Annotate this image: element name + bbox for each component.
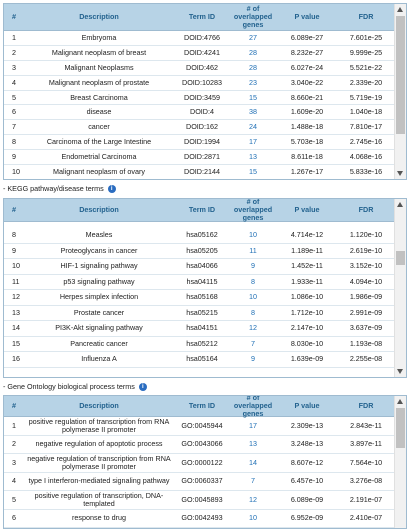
- row-pvalue: 1.609e-20: [290, 108, 324, 117]
- row-fdr: 7.564e-10: [349, 458, 383, 467]
- row-description: negative regulation of apoptotic process: [35, 440, 163, 449]
- row-pvalue: 1.267e-17: [290, 167, 324, 176]
- go-table-rows: [4, 417, 394, 528]
- row-fdr: 7.601e-25: [349, 33, 383, 42]
- row-description: Malignant neoplasm of ovary: [53, 167, 145, 176]
- row-overlapped-genes-link[interactable]: 15: [249, 167, 257, 176]
- table-row: [4, 417, 394, 436]
- row-term-id: DOID:2871: [184, 153, 220, 162]
- row-description: Endometrial Carcinoma: [61, 153, 137, 162]
- row-description: Breast Carcinoma: [70, 93, 128, 102]
- row-description: positive regulation of transcription from RNA polymerase II promoter: [28, 417, 170, 434]
- table-row: [4, 454, 394, 473]
- row-term-id: GO:0043066: [181, 440, 223, 449]
- row-term-id: DOID:162: [186, 123, 218, 132]
- row-pvalue: 6.089e-09: [290, 495, 324, 504]
- row-overlapped-genes-link[interactable]: 23: [249, 78, 257, 87]
- row-overlapped-genes-link[interactable]: 11: [249, 246, 257, 255]
- row-description: Measles: [85, 231, 113, 240]
- row-overlapped-genes-link[interactable]: 8: [251, 277, 255, 286]
- scroll-up-icon[interactable]: [397, 202, 403, 207]
- kegg-section-title: [3, 184, 116, 193]
- col-termid-header: Term ID: [188, 12, 216, 21]
- disease-table-rows: [4, 31, 394, 179]
- row-overlapped-genes-link[interactable]: 28: [249, 48, 257, 57]
- row-number: 10: [12, 262, 20, 271]
- col-fdr-header: FDR: [358, 205, 374, 214]
- col-overlapped-header: # of overlapped genes: [233, 395, 273, 418]
- row-term-id: GO:0000122: [181, 458, 223, 467]
- row-fdr: 2.843e-11: [350, 421, 382, 430]
- scroll-up-icon[interactable]: [397, 399, 403, 404]
- row-fdr: 4.068e-16: [349, 153, 383, 162]
- row-number: 3: [12, 458, 16, 467]
- row-pvalue: 8.030e-10: [290, 339, 324, 348]
- row-description: HIF-1 signaling pathway: [60, 262, 138, 271]
- col-overlapped-header: # of overlapped genes: [233, 198, 273, 222]
- row-fdr: 4.094e-10: [349, 277, 383, 286]
- table-header: [4, 396, 394, 417]
- col-fdr-header: FDR: [358, 12, 374, 21]
- col-description-header: Description: [79, 205, 119, 214]
- row-pvalue: 5.703e-18: [290, 138, 324, 147]
- row-overlapped-genes-link[interactable]: 7: [251, 477, 255, 486]
- row-fdr: 5.833e-16: [349, 167, 383, 176]
- row-description: Malignant neoplasm of prostate: [48, 78, 150, 87]
- row-fdr: 2.410e-07: [349, 514, 383, 523]
- go-section-title: [3, 382, 147, 391]
- row-pvalue: 6.952e-09: [290, 514, 324, 523]
- row-overlapped-genes-link[interactable]: 14: [249, 458, 257, 467]
- row-pvalue: 1.639e-09: [290, 355, 324, 364]
- row-description: Herpes simplex infection: [59, 293, 139, 302]
- row-overlapped-genes-link[interactable]: 12: [249, 324, 257, 333]
- scroll-thumb[interactable]: [396, 251, 405, 265]
- row-term-id: GO:0045944: [181, 421, 223, 430]
- table-row: [4, 165, 394, 179]
- row-number: 1: [12, 33, 16, 42]
- info-icon[interactable]: i: [139, 383, 147, 391]
- row-number: 15: [12, 339, 20, 348]
- row-number: 13: [12, 308, 20, 317]
- scroll-thumb[interactable]: [396, 408, 405, 448]
- row-term-id: DOID:462: [186, 63, 218, 72]
- table-row: [4, 259, 394, 275]
- col-description-header: Description: [79, 12, 119, 21]
- row-number: 4: [12, 477, 16, 486]
- row-description: disease: [86, 108, 112, 117]
- row-fdr: 5.521e-22: [349, 63, 383, 72]
- row-number: 11: [12, 277, 20, 286]
- row-pvalue: 8.607e-12: [290, 458, 324, 467]
- row-number: 1: [12, 421, 16, 430]
- kegg-section-label: - KEGG pathway/disease terms: [3, 184, 104, 193]
- row-description: cancer: [88, 123, 110, 132]
- row-overlapped-genes-link[interactable]: 17: [249, 421, 257, 430]
- row-description: Embryoma: [81, 33, 117, 42]
- table-row: [4, 46, 394, 61]
- row-term-id: DOID:4766: [184, 33, 220, 42]
- table-row: [4, 321, 394, 337]
- row-description: Pancreatic cancer: [70, 339, 128, 348]
- row-number: 2: [12, 48, 16, 57]
- row-pvalue: 8.611e-18: [291, 153, 323, 162]
- row-pvalue: 8.660e-21: [290, 93, 324, 102]
- row-number: 2: [12, 440, 16, 449]
- row-term-id: DOID:4241: [184, 48, 220, 57]
- row-pvalue: 6.457e-10: [290, 477, 324, 486]
- col-fdr-header: FDR: [358, 401, 374, 410]
- row-number: 12: [12, 293, 20, 302]
- row-term-id: DOID:1994: [184, 138, 220, 147]
- table-row: [4, 135, 394, 150]
- kegg-table-panel: [3, 198, 407, 378]
- info-icon[interactable]: i: [108, 185, 116, 193]
- disease-table-panel: [3, 3, 407, 180]
- row-pvalue: 2.309e-13: [290, 421, 324, 430]
- table-row: [4, 76, 394, 91]
- row-fdr: 2.619e-10: [349, 246, 383, 255]
- row-pvalue: 1.086e-10: [290, 293, 324, 302]
- row-overlapped-genes-link[interactable]: 13: [249, 440, 257, 449]
- table-row: [4, 275, 394, 291]
- row-description: Proteoglycans in cancer: [60, 246, 138, 255]
- col-pvalue-header: P value: [294, 401, 320, 410]
- row-overlapped-genes-link[interactable]: 27: [249, 33, 257, 42]
- row-description: Malignant Neoplasms: [64, 63, 134, 72]
- table-row: [4, 244, 394, 260]
- row-term-id: GO:0045893: [181, 495, 223, 504]
- row-pvalue: 8.232e-27: [290, 48, 324, 57]
- table-row: [4, 352, 394, 368]
- row-number: 5: [12, 93, 16, 102]
- row-fdr: 2.255e-08: [349, 355, 383, 364]
- col-termid-header: Term ID: [188, 401, 216, 410]
- row-overlapped-genes-link[interactable]: 7: [251, 339, 255, 348]
- table-header: [4, 4, 394, 31]
- row-description: p53 signaling pathway: [63, 277, 135, 286]
- table-row: [4, 337, 394, 353]
- row-pvalue: 1.189e-11: [291, 246, 323, 255]
- row-overlapped-genes-link[interactable]: 24: [249, 123, 257, 132]
- row-overlapped-genes-link[interactable]: 8: [251, 308, 255, 317]
- row-fdr: 1.120e-10: [349, 231, 383, 240]
- row-fdr: 5.719e-19: [349, 93, 383, 102]
- table-row: [4, 290, 394, 306]
- row-description: Prostate cancer: [73, 308, 125, 317]
- scroll-down-icon[interactable]: [397, 171, 403, 176]
- col-num-header: #: [12, 12, 16, 21]
- go-table-panel: [3, 395, 407, 529]
- row-term-id: hsa05168: [186, 293, 218, 302]
- row-fdr: 3.276e-08: [349, 477, 383, 486]
- disease-scrollbar[interactable]: [394, 4, 406, 179]
- row-pvalue: 6.089e-27: [290, 33, 324, 42]
- table-row: [4, 91, 394, 106]
- row-number: 6: [12, 514, 16, 523]
- row-overlapped-genes-link[interactable]: 9: [251, 355, 255, 364]
- row-overlapped-genes-link[interactable]: 12: [249, 495, 257, 504]
- row-overlapped-genes-link[interactable]: 28: [249, 63, 257, 72]
- table-header: [4, 199, 394, 222]
- col-pvalue-header: P value: [294, 205, 320, 214]
- row-number: 8: [12, 231, 16, 240]
- row-description: Carcinoma of the Large Intestine: [46, 138, 152, 147]
- row-pvalue: 3.040e-22: [290, 78, 324, 87]
- row-description: type I interferon-mediated signaling pathway: [28, 477, 170, 486]
- row-fdr: 3.637e-09: [349, 324, 383, 333]
- row-overlapped-genes-link[interactable]: 15: [249, 93, 257, 102]
- table-row: [4, 105, 394, 120]
- row-fdr: 2.991e-09: [349, 308, 383, 317]
- row-fdr: 3.152e-10: [349, 262, 383, 271]
- row-overlapped-genes-link[interactable]: 10: [249, 231, 257, 240]
- row-term-id: hsa05164: [186, 355, 218, 364]
- row-number: 8: [12, 138, 16, 147]
- row-term-id: hsa04066: [186, 262, 218, 271]
- scroll-thumb[interactable]: [396, 16, 405, 134]
- row-overlapped-genes-link[interactable]: 9: [251, 262, 255, 271]
- row-term-id: hsa04151: [186, 324, 218, 333]
- row-number: 9: [12, 246, 16, 255]
- col-pvalue-header: P value: [294, 12, 320, 21]
- row-number: 7: [12, 123, 16, 132]
- row-term-id: DOID:3459: [184, 93, 220, 102]
- row-term-id: hsa05215: [186, 308, 218, 317]
- row-pvalue: 1.452e-11: [291, 262, 323, 271]
- row-description: Malignant neoplasm of breast: [51, 48, 147, 57]
- row-fdr: 2.745e-16: [349, 138, 383, 147]
- row-term-id: hsa05162: [186, 231, 218, 240]
- col-num-header: #: [12, 205, 16, 214]
- row-term-id: GO:0042493: [181, 514, 223, 523]
- row-pvalue: 1.712e-10: [290, 308, 324, 317]
- row-description: positive regulation of transcription, DNA-templated: [34, 491, 164, 508]
- row-term-id: GO:0060337: [181, 477, 223, 486]
- row-pvalue: 6.027e-24: [290, 63, 324, 72]
- table-row: [4, 436, 394, 455]
- row-pvalue: 2.147e-10: [290, 324, 324, 333]
- row-number: 10: [12, 167, 20, 176]
- row-number: 3: [12, 63, 16, 72]
- row-number: 9: [12, 153, 16, 162]
- row-overlapped-genes-link[interactable]: 13: [249, 153, 257, 162]
- row-fdr: 7.810e-17: [349, 123, 383, 132]
- row-overlapped-genes-link[interactable]: 17: [249, 138, 257, 147]
- row-term-id: hsa04115: [186, 277, 218, 286]
- table-row: [4, 306, 394, 322]
- table-row: [4, 510, 394, 529]
- table-row: [4, 120, 394, 135]
- row-fdr: 1.986e-09: [349, 293, 383, 302]
- row-fdr: 2.339e-20: [349, 78, 383, 87]
- table-row: [4, 228, 394, 244]
- row-fdr: 2.191e-07: [349, 495, 383, 504]
- row-overlapped-genes-link[interactable]: 10: [249, 514, 257, 523]
- scroll-down-icon[interactable]: [397, 369, 403, 374]
- row-overlapped-genes-link[interactable]: 10: [249, 293, 257, 302]
- row-pvalue: 1.488e-18: [290, 123, 324, 132]
- row-fdr: 9.999e-25: [349, 48, 383, 57]
- row-term-id: DOID:4: [190, 108, 214, 117]
- table-row: [4, 491, 394, 510]
- row-term-id: DOID:2144: [184, 167, 220, 176]
- row-description: Influenza A: [81, 355, 117, 364]
- kegg-table-rows: [4, 228, 394, 377]
- col-description-header: Description: [79, 401, 119, 410]
- row-term-id: DOID:10283: [182, 78, 222, 87]
- scroll-up-icon[interactable]: [397, 7, 403, 12]
- row-number: 6: [12, 108, 16, 117]
- col-termid-header: Term ID: [188, 205, 216, 214]
- col-overlapped-header: # of overlapped genes: [233, 4, 273, 29]
- row-fdr: 3.897e-11: [350, 440, 382, 449]
- row-description: response to drug: [72, 514, 126, 523]
- row-pvalue: 1.933e-11: [291, 277, 323, 286]
- row-overlapped-genes-link[interactable]: 38: [249, 108, 257, 117]
- row-pvalue: 3.248e-13: [290, 440, 324, 449]
- table-row: [4, 61, 394, 76]
- kegg-scrollbar[interactable]: [394, 199, 406, 377]
- row-term-id: hsa05212: [186, 339, 218, 348]
- row-pvalue: 4.714e-12: [290, 231, 324, 240]
- table-row: [4, 150, 394, 165]
- row-fdr: 1.040e-18: [349, 108, 383, 117]
- row-term-id: hsa05205: [186, 246, 218, 255]
- row-fdr: 1.193e-08: [349, 339, 383, 348]
- row-number: 5: [12, 495, 16, 504]
- go-scrollbar[interactable]: [394, 396, 406, 528]
- row-number: 16: [12, 355, 20, 364]
- go-section-label: - Gene Ontology biological process terms: [3, 382, 135, 391]
- col-num-header: #: [12, 401, 16, 410]
- row-number: 14: [12, 324, 20, 333]
- table-row: [4, 31, 394, 46]
- table-row: [4, 473, 394, 492]
- row-number: 4: [12, 78, 16, 87]
- row-description: PI3K-Akt signaling pathway: [55, 324, 143, 333]
- row-description: negative regulation of transcription from RNA polymerase II promoter: [27, 454, 171, 471]
